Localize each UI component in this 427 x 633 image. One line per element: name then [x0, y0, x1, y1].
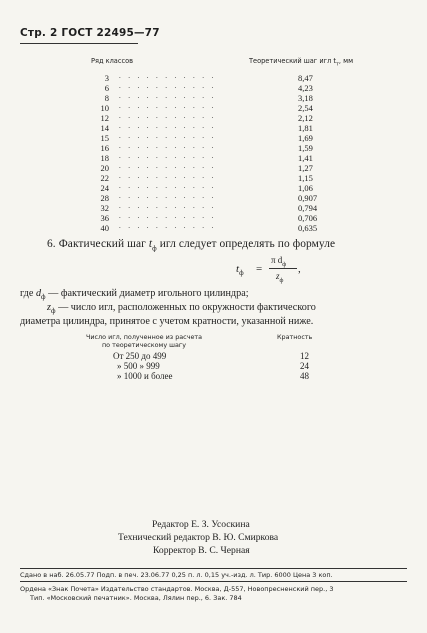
- multiplicity-column-header: Кратность: [277, 333, 313, 341]
- table-row: 8 ........... 3,18: [104, 92, 313, 103]
- footer-rule-top: [20, 568, 407, 569]
- fraction-bar: [269, 268, 297, 269]
- table-row: 15 ........... 1,69: [100, 132, 313, 143]
- leader-dots: ...........: [119, 102, 221, 110]
- table-row: 22 ........... 1,15: [100, 172, 313, 183]
- table-row: 16 ........... 1,59: [100, 142, 313, 153]
- leader-dots: ...........: [119, 92, 221, 100]
- table-row: 36 ........... 0,706: [100, 212, 318, 223]
- leader-dots: ...........: [119, 202, 221, 210]
- table-row: 10 ........... 2,54: [100, 102, 313, 113]
- definition-continuation: диаметра цилиндра, принятое с учетом кратности, указанной ниже.: [20, 316, 314, 327]
- definition-z: $z_ф$ — число игл, расположенных по окружности фактического: [47, 302, 316, 316]
- table-row: 14 ........... 1,81: [100, 122, 313, 133]
- leader-dots: ...........: [119, 212, 221, 220]
- formula-comma: ,: [298, 263, 301, 275]
- leader-dots: ...........: [119, 152, 221, 160]
- table-row: 40 ........... 0,635: [100, 222, 318, 233]
- table-row: 28 ........... 0,907: [100, 192, 318, 203]
- header-rule: [20, 43, 138, 44]
- formula-denominator: $z_ф$: [276, 271, 284, 284]
- table-row: 6 ........... 4,23: [104, 82, 313, 93]
- publisher-line: Ордена «Знак Почета» Издательство стандартов. Москва, Д-557, Новопресненский пер., 3: [20, 585, 334, 593]
- table-row: 12 ........... 2,12: [100, 112, 313, 123]
- leader-dots: ...........: [119, 132, 221, 140]
- leader-dots: ...........: [119, 162, 221, 170]
- definition-d: где $d_ф$ — фактический диаметр игольного цилиндра;: [20, 288, 249, 302]
- page-header: Стр. 2 ГОСТ 22495—77: [20, 27, 160, 39]
- leader-dots: ...........: [119, 192, 221, 200]
- table-row: 20 ........... 1,27: [100, 162, 313, 173]
- leader-dots: ...........: [119, 172, 221, 180]
- needles-column-header-1: Число игл, полученное из расчета: [86, 333, 203, 341]
- class-column-header: Ряд классов: [91, 57, 134, 65]
- proofreader-credit: Корректор В. С. Черная: [153, 545, 250, 556]
- formula-lhs: $t_ф$: [236, 263, 244, 278]
- table-row: 32 ........... 0,794: [100, 202, 318, 213]
- printer-line: Тип. «Московский печатник». Москва, Лялин пер., 6. Зак. 784: [30, 594, 242, 602]
- step-column-header: Теоретический шаг игл $t_т$, мм: [249, 57, 354, 68]
- leader-dots: ...........: [119, 122, 221, 130]
- step-formula: [236, 255, 316, 285]
- formula-numerator: π $d_ф$: [271, 255, 287, 268]
- leader-dots: ...........: [119, 112, 221, 120]
- print-details: Сдано в наб. 26.05.77 Подп. в печ. 23.06.77 0,25 п. л. 0,15 уч.-изд. л. Тир. 6000 Цена 3 коп.: [20, 571, 333, 579]
- needles-column-header-2: по теоретическому шагу: [102, 341, 187, 349]
- table-row: 3 ........... 8,47: [104, 72, 313, 83]
- table-row: 18 ........... 1,41: [100, 152, 313, 163]
- leader-dots: ...........: [119, 82, 221, 90]
- formula-equals: =: [256, 263, 263, 275]
- multiplicity-cell: 12: [300, 351, 309, 361]
- footer-rule-bottom: [20, 581, 407, 582]
- multiplicity-cell: 48: [300, 371, 309, 381]
- range-cell: » 500 » 999: [117, 361, 160, 371]
- leader-dots: ...........: [119, 222, 221, 230]
- table-row: 24 ........... 1,06: [100, 182, 313, 193]
- leader-dots: ...........: [119, 72, 221, 80]
- editor-credit: Редактор Е. З. Усоскина: [152, 519, 250, 530]
- leader-dots: ...........: [119, 142, 221, 150]
- range-cell: » 1000 и более: [117, 371, 173, 381]
- paragraph-6: 6. Фактический шаг $t_ф$ игл следует определять по формуле: [47, 238, 336, 253]
- range-cell: От 250 до 499: [113, 351, 167, 361]
- multiplicity-cell: 24: [300, 361, 309, 371]
- leader-dots: ...........: [119, 182, 221, 190]
- technical-editor-credit: Технический редактор В. Ю. Смиркова: [118, 532, 279, 543]
